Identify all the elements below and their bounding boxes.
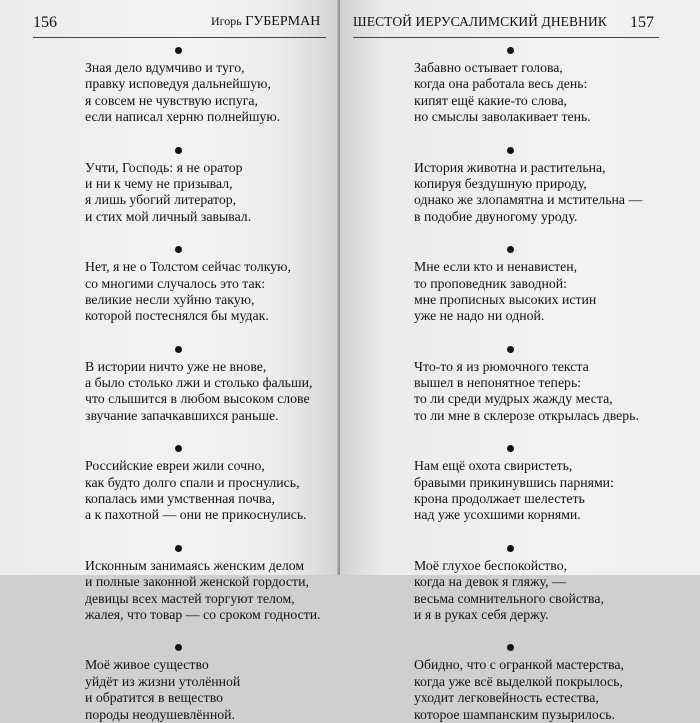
left-header-rule	[33, 37, 326, 38]
poem-line: а к пахотной — они не прикоснулись.	[85, 507, 307, 523]
poem	[85, 246, 345, 325]
poem-line: правку исповедуя дальнейшую,	[85, 76, 271, 92]
poem-line: я лишь убогий литератор,	[85, 192, 237, 208]
poem	[85, 147, 345, 226]
poem-line: когда уже всё выделкой покрылось,	[414, 673, 623, 689]
right-page-number: 157	[630, 14, 654, 31]
poem-line: уйдёт из жизни утолённой	[85, 673, 241, 689]
poem-line: Учти, Господь: я не оратор	[85, 159, 243, 175]
poem-line: копируя бездушную природу,	[414, 175, 587, 191]
left-running-head	[211, 14, 320, 30]
poem	[85, 445, 345, 524]
poem-separator-dot	[175, 644, 182, 651]
poem-line: и полные законной женской гордости,	[85, 574, 309, 590]
poem-line: бравыми прикинувшись парнями:	[414, 474, 614, 490]
poem-line: Обидно, что с огранкой мастерства,	[414, 657, 624, 673]
poem-separator-dot	[507, 644, 514, 651]
left-poems	[85, 40, 345, 723]
poem-separator-dot	[175, 147, 182, 154]
poem-line: девицы всех мастей торгуют телом,	[85, 590, 295, 606]
poem-line: то проповедник заводной:	[414, 275, 567, 291]
poem-line: Зная дело вдумчиво и туго,	[85, 60, 245, 75]
poem-line: Российские евреи жили сочно,	[85, 458, 265, 474]
poem-separator-dot	[507, 346, 514, 353]
poem-line: крона продолжает шелестеть	[414, 491, 585, 507]
poem-line: я совсем не чувствую испуга,	[85, 92, 258, 108]
poem-separator-dot	[507, 147, 514, 154]
poem-separator-dot	[175, 246, 182, 253]
poem	[414, 644, 674, 723]
poem-separator-dot	[175, 346, 182, 353]
author-first-name: Игорь	[211, 14, 242, 28]
poem-line: которой постеснялся бы мудак.	[85, 308, 269, 324]
poem-line: История животна и растительна,	[414, 159, 606, 175]
poem-line: уходит легковейность естества,	[414, 690, 599, 706]
poem-separator-dot	[507, 545, 514, 552]
poem	[414, 346, 674, 425]
poem-line: Исконным занимаясь женским делом	[85, 557, 305, 573]
poem	[85, 644, 345, 723]
poem	[414, 47, 674, 126]
poem-line: и обратится в вещество	[85, 690, 224, 706]
right-page	[340, 0, 700, 722]
poem-line: вышел в непонятное теперь:	[414, 375, 582, 391]
poem	[85, 545, 345, 624]
poem-line: когда она работала весь день:	[414, 76, 588, 92]
poem-line: которое шампанским пузырилось.	[414, 706, 616, 722]
poem	[414, 246, 674, 325]
poem	[414, 147, 674, 226]
poem-separator-dot	[175, 445, 182, 452]
poem-line: если написал херню полнейшую.	[85, 109, 281, 125]
poem-line: весьма сомнительного свойства,	[414, 590, 604, 606]
poem-line: Моё глухое беспокойство,	[414, 557, 568, 573]
poem	[414, 445, 674, 524]
poem-line: а было столько лжи и столько фальши,	[85, 375, 313, 391]
poem	[414, 545, 674, 624]
poem-line: уже не надо ни одной.	[414, 308, 545, 324]
poem-separator-dot	[507, 47, 514, 54]
poem-separator-dot	[175, 545, 182, 552]
poem-line: когда на девок я гляжу, —	[414, 574, 566, 590]
poem-line: и я в руках себя держу.	[414, 606, 549, 622]
poem-line: то ли мне в склерозе открылась дверь.	[414, 407, 639, 423]
right-poems	[414, 40, 674, 723]
poem-line: великие несли хуйню такую,	[85, 291, 255, 307]
poem-line: Моё живое существо	[85, 657, 209, 673]
poem-line: над уже усохшими корнями.	[414, 507, 581, 523]
author-last-name: ГУБЕРМАН	[245, 14, 321, 29]
poem-line: копалась ими умственная почва,	[85, 491, 275, 507]
poem	[85, 346, 345, 425]
poem-line: в подобие двуногому уроду.	[414, 208, 578, 224]
poem-line: но смыслы заволакивает тень.	[414, 109, 591, 125]
poem-line: звучание запачкавшихся раньше.	[85, 407, 279, 423]
right-running-head: ШЕСТОЙ ИЕРУСАЛИМСКИЙ ДНЕВНИК	[353, 14, 607, 29]
poem-line: породы неодушевлённой.	[85, 706, 235, 722]
poem	[85, 47, 345, 126]
poem-line: Забавно остывает голова,	[414, 60, 563, 75]
poem-line: кипят ещё какие-то слова,	[414, 92, 568, 108]
right-header-rule	[353, 37, 659, 38]
poem-line: Нам ещё охота свиристеть,	[414, 458, 573, 474]
poem-line: жалея, что товар — со сроком годности.	[85, 606, 321, 622]
left-page	[0, 0, 339, 722]
poem-separator-dot	[507, 246, 514, 253]
poem-line: со многими случалось это так:	[85, 275, 266, 291]
poem-line: однако же злопамятна и мстительна —	[414, 192, 643, 208]
poem-line: мне прописных высоких истин	[414, 291, 597, 307]
poem-line: и стих мой личный завывал.	[85, 208, 252, 224]
poem-line: Нет, я не о Толстом сейчас толкую,	[85, 259, 291, 275]
poem-line: Что-то я из рюмочного текста	[414, 358, 589, 374]
poem-separator-dot	[507, 445, 514, 452]
poem-separator-dot	[175, 47, 182, 54]
poem-line: то ли среди мудрых жажду места,	[414, 391, 613, 407]
poem-line: Мне если кто и ненавистен,	[414, 259, 578, 275]
poem-line: что слышится в любом высоком слове	[85, 391, 310, 407]
poem-line: как будто долго спали и проснулись,	[85, 474, 300, 490]
left-page-number: 156	[33, 14, 57, 31]
poem-line: и ни к чему не призывал,	[85, 175, 233, 191]
poem-line: В истории ничто уже не внове,	[85, 358, 267, 374]
